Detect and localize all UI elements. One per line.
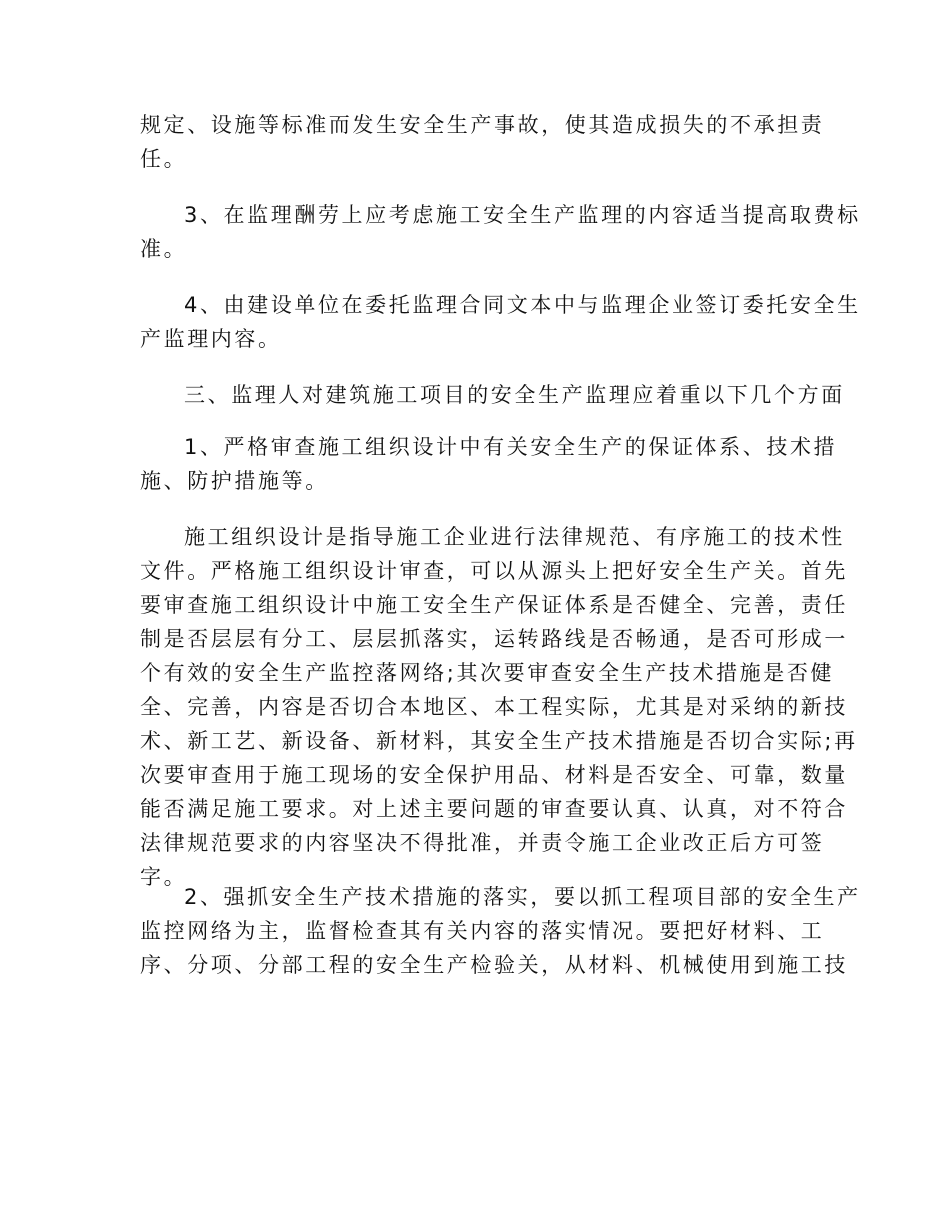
paragraph-item-2 <box>140 880 861 982</box>
text-line: 2、强抓安全生产技术措施的落实，要以抓工程项目部的安全生产 <box>184 885 861 909</box>
paragraph-item-1 <box>140 430 838 498</box>
text-line: 规定、设施等标准而发生安全生产事故，使其造成损失的不承担责 <box>140 113 825 137</box>
text-line: 能否满足施工要求。对上述主要问题的审查要认真、认真，对不符合 <box>140 797 848 821</box>
text-line: 监控网络为主，监督检查其有关内容的落实情况。要把好材料、工 <box>140 919 825 943</box>
paragraph-item-4 <box>140 288 861 356</box>
text-line: 3、在监理酬劳上应考虑施工安全生产监理的内容适当提高取费标 <box>184 203 861 227</box>
text-line: 个有效的安全生产监控落网络;其次要审查安全生产技术措施是否健 <box>140 661 835 685</box>
paragraph-item-3 <box>140 198 861 266</box>
text-line: 要审查施工组织设计中施工安全生产保证体系是否健全、完善，责任 <box>140 593 848 617</box>
text-line: 字。 <box>140 865 188 889</box>
text-line: 制是否层层有分工、层层抓落实，运转路线是否畅通，是否可形成一 <box>140 627 848 651</box>
text-line: 术、新工艺、新设备、新材料，其安全生产技术措施是否切合实际;再 <box>140 729 858 753</box>
text-line: 序、分项、分部工程的安全生产检验关，从材料、机械使用到施工技 <box>140 953 848 977</box>
text-line: 施工组织设计是指导施工企业进行法律规范、有序施工的技术性 <box>184 525 845 549</box>
paragraph-continuation <box>140 108 825 176</box>
text-line: 法律规范要求的内容坚决不得批准，并责令施工企业改正后方可签 <box>140 831 825 855</box>
text-line: 施、防护措施等。 <box>140 469 329 493</box>
text-line: 三、监理人对建筑施工项目的安全生产监理应着重以下几个方面 <box>184 383 845 407</box>
section-heading <box>140 378 845 412</box>
text-line: 4、由建设单位在委托监理合同文本中与监理企业签订委托安全生 <box>184 293 861 317</box>
paragraph-body <box>140 520 858 894</box>
text-line: 产监理内容。 <box>140 327 282 351</box>
text-line: 准。 <box>140 237 188 261</box>
text-line: 全、完善，内容是否切合本地区、本工程实际，尤其是对采纳的新技 <box>140 695 848 719</box>
text-line: 1、严格审查施工组织设计中有关安全生产的保证体系、技术措 <box>184 435 838 459</box>
text-line: 文件。严格施工组织设计审查，可以从源头上把好安全生产关。首先 <box>140 559 848 583</box>
text-line: 任。 <box>140 147 188 171</box>
text-line: 次要审查用于施工现场的安全保护用品、材料是否安全、可靠，数量 <box>140 763 848 787</box>
